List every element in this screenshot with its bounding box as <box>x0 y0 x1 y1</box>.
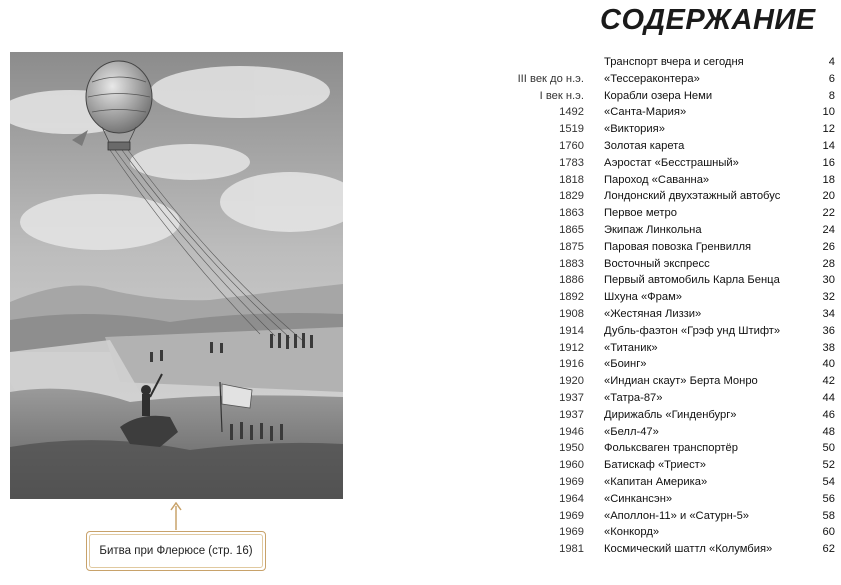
contents-entry <box>0 356 841 373</box>
entry-page: 60 <box>822 526 835 539</box>
entry-title: Экипаж Линкольна <box>604 223 702 236</box>
entry-title: «Индиан скаут» Берта Монро <box>604 375 758 388</box>
entry-year: 1916 <box>559 358 584 371</box>
entry-year: 1863 <box>559 207 584 220</box>
entry-year: 1892 <box>559 291 584 304</box>
entry-year: 1969 <box>559 475 584 488</box>
contents-entry <box>0 306 841 323</box>
contents-entry <box>0 155 841 172</box>
entry-page: 16 <box>822 156 835 169</box>
entry-page: 20 <box>822 190 835 203</box>
contents-entry <box>0 205 841 222</box>
entry-page: 18 <box>822 173 835 186</box>
entry-year: I век н.э. <box>539 89 584 102</box>
entry-year: 1946 <box>559 425 584 438</box>
contents-entry <box>0 524 841 541</box>
entry-year: 1912 <box>559 341 584 354</box>
contents-entry <box>0 407 841 424</box>
entry-page: 30 <box>822 274 835 287</box>
entry-page: 14 <box>822 139 835 152</box>
entry-title: «Аполлон-11» и «Сатурн-5» <box>604 509 750 522</box>
entry-page: 26 <box>822 240 835 253</box>
entry-year: 1937 <box>559 408 584 421</box>
entry-title: Шхуна «Фрам» <box>604 291 683 304</box>
entry-year: 1818 <box>559 173 584 186</box>
contents-entry <box>0 104 841 121</box>
contents-entry <box>0 121 841 138</box>
entry-title: Дубль-фаэтон «Грэф унд Штифт» <box>604 324 781 337</box>
entry-title: «Синкансэн» <box>604 492 673 505</box>
contents-entry <box>0 541 841 558</box>
contents-entry <box>0 239 841 256</box>
entry-year: 1950 <box>559 442 584 455</box>
entry-title: «Капитан Америка» <box>604 475 708 488</box>
contents-list <box>0 54 841 558</box>
contents-title: СОДЕРЖАНИЕ <box>600 4 816 36</box>
entry-year: 1960 <box>559 459 584 472</box>
entry-year: 1875 <box>559 240 584 253</box>
contents-entry <box>0 172 841 189</box>
entry-title: Батискаф «Триест» <box>604 459 707 472</box>
entry-page: 28 <box>822 257 835 270</box>
entry-page: 40 <box>822 358 835 371</box>
illustration-caption-text: Битва при Флерюсе (стр. 16) <box>99 545 253 557</box>
contents-entry <box>0 323 841 340</box>
entry-year: 1937 <box>559 391 584 404</box>
entry-page: 8 <box>828 89 835 102</box>
entry-title: «Санта-Мария» <box>604 106 687 119</box>
contents-entry <box>0 272 841 289</box>
contents-entry <box>0 474 841 491</box>
entry-title: Космический шаттл «Колумбия» <box>604 543 773 556</box>
contents-entry <box>0 373 841 390</box>
entry-title: Пароход «Саванна» <box>604 173 710 186</box>
entry-page: 38 <box>822 341 835 354</box>
entry-year: 1920 <box>559 375 584 388</box>
entry-page: 50 <box>822 442 835 455</box>
contents-entry <box>0 440 841 457</box>
entry-page: 46 <box>822 408 835 421</box>
entry-year: 1519 <box>559 123 584 136</box>
entry-title: Золотая карета <box>604 139 685 152</box>
contents-entry <box>0 188 841 205</box>
entry-page: 4 <box>828 56 835 68</box>
contents-entry <box>0 424 841 441</box>
entry-title: Паровая повозка Гренвилля <box>604 240 752 253</box>
entry-page: 48 <box>822 425 835 438</box>
contents-entry <box>0 390 841 407</box>
entry-year: 1964 <box>559 492 584 505</box>
contents-entry <box>0 54 841 71</box>
entry-page: 36 <box>822 324 835 337</box>
entry-title: «Белл-47» <box>604 425 659 438</box>
entry-year: 1829 <box>559 190 584 203</box>
entry-year: 1969 <box>559 509 584 522</box>
entry-page: 54 <box>822 475 835 488</box>
entry-title: «Виктория» <box>604 123 665 136</box>
entry-page: 52 <box>822 459 835 472</box>
entry-title: Аэростат «Бесстрашный» <box>604 156 739 169</box>
entry-page: 34 <box>822 307 835 320</box>
contents-entry <box>0 508 841 525</box>
entry-year: 1760 <box>559 139 584 152</box>
entry-page: 56 <box>822 492 835 505</box>
entry-year: 1492 <box>559 106 584 119</box>
entry-page: 22 <box>822 207 835 220</box>
entry-page: 32 <box>822 291 835 304</box>
entry-page: 42 <box>822 375 835 388</box>
contents-entry <box>0 138 841 155</box>
contents-entry <box>0 340 841 357</box>
entry-year: 1883 <box>559 257 584 270</box>
contents-entry <box>0 289 841 306</box>
entry-year: III век до н.э. <box>517 72 584 85</box>
entry-page: 58 <box>822 509 835 522</box>
entry-year: 1783 <box>559 156 584 169</box>
entry-year: 1969 <box>559 526 584 539</box>
entry-year: 1865 <box>559 223 584 236</box>
entry-title: «Тессераконтера» <box>604 72 700 85</box>
entry-title: Фольксваген транспортёр <box>604 442 738 455</box>
entry-title: Дирижабль «Гинденбург» <box>604 408 737 421</box>
entry-year: 1981 <box>559 543 584 556</box>
entry-title: «Конкорд» <box>604 526 660 539</box>
contents-entry <box>0 457 841 474</box>
entry-title: «Титаник» <box>604 341 658 354</box>
entry-page: 62 <box>822 543 835 556</box>
entry-title: Первое метро <box>604 207 677 220</box>
entry-year: 1886 <box>559 274 584 287</box>
entry-title: «Жестяная Лиззи» <box>604 307 702 320</box>
entry-page: 44 <box>822 391 835 404</box>
contents-entry <box>0 71 841 88</box>
entry-year: 1914 <box>559 324 584 337</box>
entry-title: Восточный экспресс <box>604 257 710 270</box>
entry-title: Лондонский двухэтажный автобус <box>604 190 781 203</box>
entry-page: 12 <box>822 123 835 136</box>
entry-page: 24 <box>822 223 835 236</box>
contents-entry <box>0 491 841 508</box>
entry-title: Корабли озера Неми <box>604 89 713 102</box>
entry-page: 10 <box>822 106 835 119</box>
entry-title: «Боинг» <box>604 358 647 371</box>
entry-title: Первый автомобиль Карла Бенца <box>604 274 780 287</box>
entry-page: 6 <box>828 72 835 85</box>
contents-entry <box>0 222 841 239</box>
contents-entry <box>0 256 841 273</box>
entry-year: 1908 <box>559 307 584 320</box>
contents-entry <box>0 88 841 105</box>
entry-title: «Татра-87» <box>604 391 663 404</box>
entry-title: Транспорт вчера и сегодня <box>604 56 744 68</box>
